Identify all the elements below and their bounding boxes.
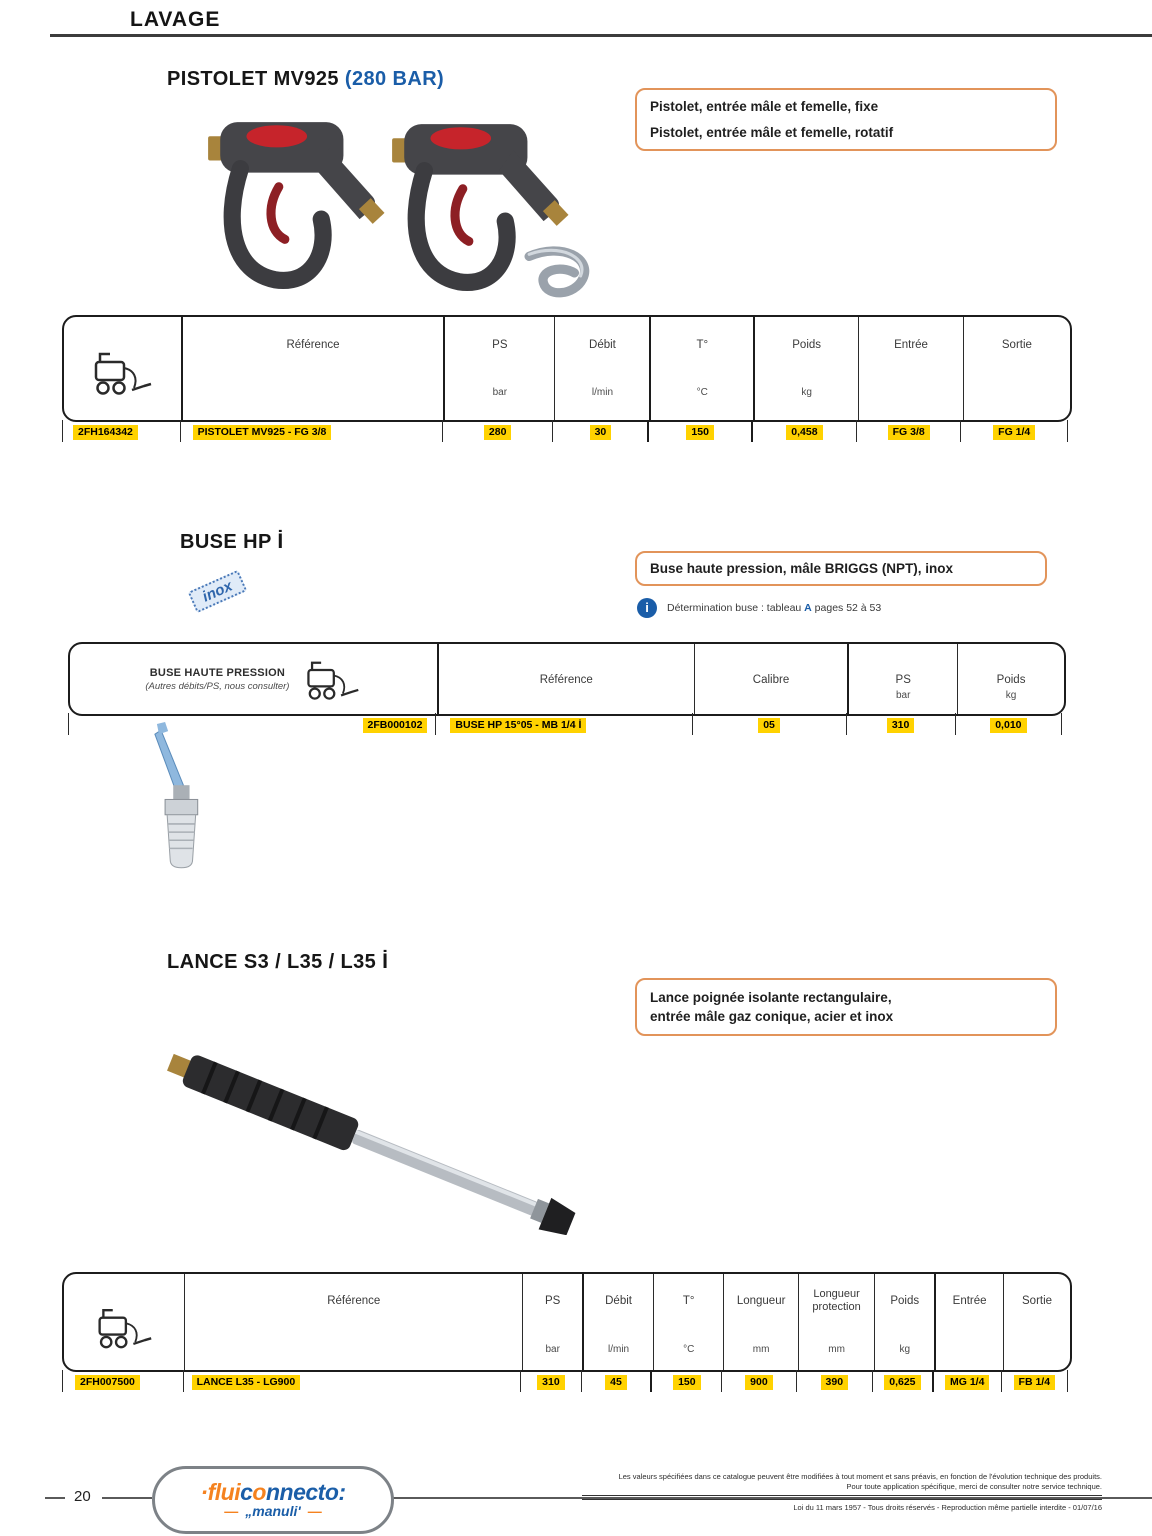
buse-table-label-title: BUSE HAUTE PRESSION	[149, 667, 285, 679]
col-header-longueur: Longueur	[724, 1274, 798, 1328]
pistolet-pressure-rating: (280 BAR)	[344, 68, 445, 90]
page-number: 20	[74, 1488, 91, 1505]
cell-entree: MG 1/4	[945, 1375, 989, 1390]
buse-table-label-sub: (Autres débits/PS, nous consulter)	[145, 681, 290, 692]
col-header-poids: Poids	[875, 1274, 935, 1328]
logo-manuli: „manuli'	[245, 1503, 301, 1519]
col-header-debit: Débit	[555, 317, 651, 373]
cell-debit: 30	[590, 425, 612, 440]
pistolet-title-text: PISTOLET MV925	[167, 68, 339, 90]
logo-nnecto: nnecto:	[265, 1479, 346, 1505]
buse-table	[68, 642, 1066, 716]
cell-temp: 150	[673, 1375, 701, 1390]
pistolet-table-row	[62, 420, 1068, 442]
buse-callout-line: Buse haute pression, mâle BRIGGS (NPT), inox	[650, 561, 954, 576]
pistolet-callout-box	[635, 88, 1057, 151]
footer-rule-segment	[45, 1497, 65, 1499]
unit-temp: °C	[654, 1328, 724, 1372]
cell-designation: BUSE HP 15°05 - MB 1/4 İ	[450, 718, 586, 733]
buse-section-title	[180, 530, 284, 554]
page-title: LAVAGE	[130, 8, 221, 31]
col-header-calibre: Calibre	[694, 644, 848, 715]
hose-curl-image	[518, 242, 602, 314]
logo-dash: —	[307, 1503, 322, 1519]
fine-print-line: Les valeurs spécifiées dans ce catalogue peuvent être modifiées à tout moment et sans préavis, en fonction de l'évolution technique des produits.	[618, 1472, 1102, 1481]
cell-entree: FG 3/8	[888, 425, 930, 440]
unit-temp: °C	[650, 373, 754, 422]
col-header-reference: Référence	[185, 1274, 523, 1328]
fluiconnecto-logo: ·fluiconnecto: — „manuli' —	[152, 1466, 394, 1534]
cell-debit: 45	[605, 1375, 627, 1390]
logo-flui: flui	[207, 1479, 241, 1505]
unit-ps: bar	[444, 373, 555, 422]
col-header-reference: Référence	[438, 644, 694, 715]
lance-table	[62, 1272, 1072, 1372]
cell-poids: 0,010	[990, 718, 1026, 733]
cell-sortie: FG 1/4	[993, 425, 1035, 440]
unit-debit: l/min	[583, 1328, 653, 1372]
pressure-washer-icon	[90, 345, 154, 401]
cell-reference: 2FH007500	[75, 1375, 140, 1390]
lance-callout-line: Lance poignée isolante rectangulaire,	[650, 990, 892, 1005]
buse-info-note	[637, 598, 881, 618]
pistolet-callout-line: Pistolet, entrée mâle et femelle, rotatif	[650, 125, 894, 140]
col-header-ps: PS	[444, 317, 555, 373]
nozzle-image	[148, 722, 226, 880]
pressure-washer-icon	[303, 655, 361, 705]
col-header-sortie: Sortie	[963, 317, 1070, 373]
buse-callout-box	[635, 551, 1047, 586]
pressure-washer-icon	[94, 1302, 154, 1354]
col-header-longueur-protection: Longueur protection	[798, 1274, 874, 1328]
cell-sortie: FB 1/4	[1014, 1375, 1056, 1390]
cell-reference: 2FH164342	[73, 425, 138, 440]
cell-poids: 0,625	[884, 1375, 920, 1390]
col-header-reference: Référence	[182, 317, 445, 373]
unit-longueur-protection: mm	[798, 1328, 874, 1372]
cell-calibre: 05	[758, 718, 780, 733]
logo-c: c	[240, 1479, 253, 1505]
fine-print	[582, 1472, 1102, 1513]
unit-poids: kg	[875, 1328, 935, 1372]
pistolet-table	[62, 315, 1072, 422]
cell-ps: 310	[887, 718, 915, 733]
lance-section-title	[167, 950, 388, 974]
cell-ps: 310	[537, 1375, 565, 1390]
lance-table-row	[62, 1370, 1068, 1392]
lance-image	[158, 1035, 603, 1235]
col-header-entree: Entrée	[859, 317, 964, 373]
pistolet-section-title	[167, 68, 444, 91]
pistolet-callout-line: Pistolet, entrée mâle et femelle, fixe	[650, 99, 879, 114]
lance-callout-line: entrée mâle gaz conique, acier et inox	[650, 1009, 894, 1024]
unit-longueur: mm	[724, 1328, 798, 1372]
cell-longueur-protection: 390	[821, 1375, 849, 1390]
footer-rule-segment	[102, 1497, 152, 1499]
col-header-ps: PS	[523, 1274, 583, 1328]
info-icon: i	[637, 598, 657, 618]
inox-badge: inox	[190, 580, 245, 603]
unit-poids: kg	[754, 373, 859, 422]
unit-ps: bar	[848, 688, 957, 715]
col-header-ps: PS	[848, 644, 957, 688]
unit-poids: kg	[958, 688, 1064, 715]
col-header-debit: Débit	[583, 1274, 653, 1328]
lance-inox-mark: İ	[382, 950, 389, 973]
col-header-entree: Entrée	[935, 1274, 1003, 1328]
cell-ps: 280	[484, 425, 512, 440]
cell-reference: 2FB000102	[363, 718, 428, 733]
col-header-sortie: Sortie	[1004, 1274, 1070, 1328]
cell-designation: LANCE L35 - LG900	[192, 1375, 301, 1390]
col-header-poids: Poids	[754, 317, 859, 373]
lance-callout-box	[635, 978, 1057, 1036]
unit-ps: bar	[523, 1328, 583, 1372]
logo-o: o	[252, 1479, 266, 1505]
unit-debit: l/min	[555, 373, 651, 422]
header-rule	[50, 34, 1152, 37]
cell-designation: PISTOLET MV925 - FG 3/8	[193, 425, 332, 440]
logo-dash: —	[224, 1503, 239, 1519]
col-header-temp: T°	[654, 1274, 724, 1328]
cell-poids: 0,458	[786, 425, 822, 440]
info-note-table-ref: A	[804, 602, 812, 614]
info-note-prefix: Détermination buse : tableau	[667, 602, 805, 614]
pistol-image-fixed	[208, 106, 390, 308]
cell-temp: 150	[686, 425, 714, 440]
cell-longueur: 900	[745, 1375, 773, 1390]
lance-title-text: LANCE S3 / L35 / L35	[167, 951, 377, 973]
fine-print-line: Pour toute application spécifique, merci de consulter notre service technique.	[846, 1482, 1102, 1491]
col-header-temp: T°	[650, 317, 754, 373]
fine-print-rule	[582, 1495, 1102, 1500]
col-header-poids: Poids	[958, 644, 1064, 688]
buse-inox-mark: İ	[277, 530, 284, 553]
fine-print-line: Loi du 11 mars 1957 - Tous droits réservés - Reproduction même partielle interdite - 01/07/16	[793, 1503, 1102, 1512]
info-note-suffix: pages 52 à 53	[811, 602, 882, 614]
buse-title-text: BUSE HP	[180, 531, 272, 553]
